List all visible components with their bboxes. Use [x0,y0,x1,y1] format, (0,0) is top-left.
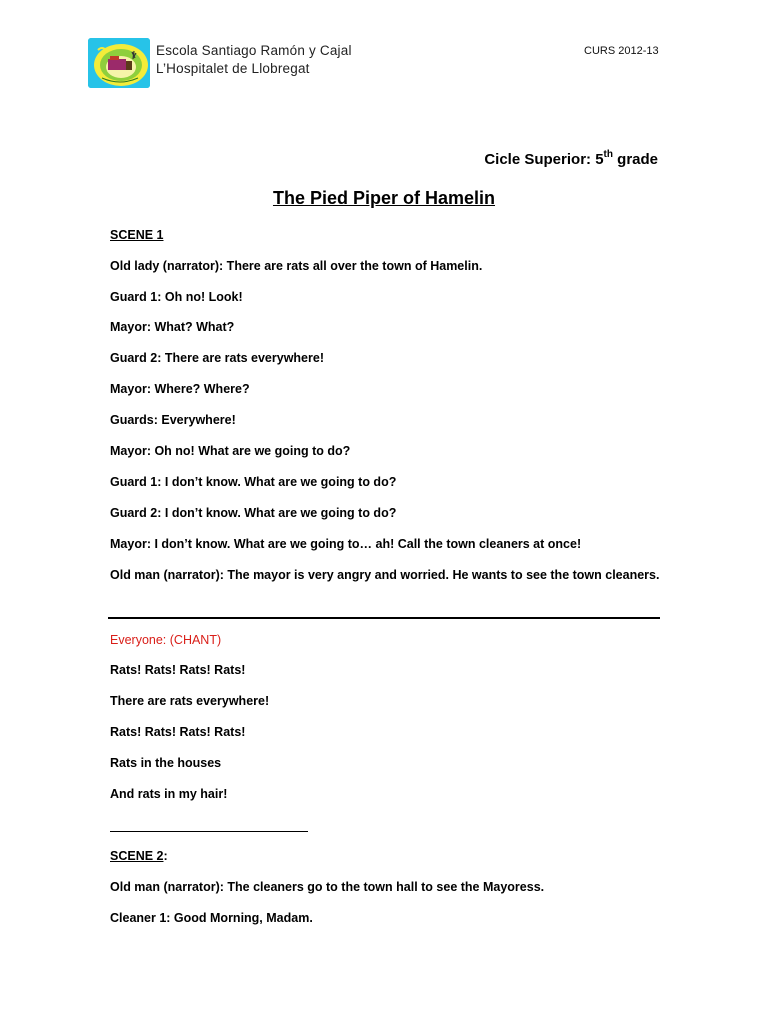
scene1-line: Guard 1: I don’t know. What are we going to do? [110,475,397,489]
chant-line: Rats! Rats! Rats! Rats! [110,725,246,739]
grade-suffix: grade [612,151,658,168]
scene1-line: Mayor: What? What? [110,320,235,334]
grade-sup: th [603,149,613,160]
school-name [156,42,352,78]
scene1-line: Guards: Everywhere! [110,413,236,427]
scene1-line: Old lady (narrator): There are rats all over the town of Hamelin. [110,259,483,273]
section-divider [108,617,660,619]
scene2-line: Cleaner 1: Good Morning, Madam. [110,911,313,925]
scene1-line: Old man (narrator): The mayor is very angry and worried. He wants to see the town cleaners. [110,568,660,582]
school-name-line2: L’Hospitalet de Llobregat [156,61,310,76]
scene2-heading-colon: : [163,849,168,863]
scene1-line: Guard 2: There are rats everywhere! [110,351,324,365]
grade-heading [484,151,658,168]
scene2-heading-text: SCENE 2 [110,849,164,863]
scene1-heading: SCENE 1 [110,228,164,242]
chant-line: Rats in the houses [110,756,222,770]
scene1-line: Mayor: Oh no! What are we going to do? [110,444,351,458]
scene1-line: Mayor: Where? Where? [110,382,250,396]
scene2-heading [110,848,168,864]
scene1-line: Guard 2: I don’t know. What are we going to do? [110,506,397,520]
school-name-line1: Escola Santiago Ramón y Cajal [156,43,352,58]
scene1-line: Guard 1: Oh no! Look! [110,290,243,304]
scene1-line: Mayor: I don’t know. What are we going to… ah! Call the town cleaners at once! [110,537,582,551]
chant-line: Rats! Rats! Rats! Rats! [110,663,246,677]
grade-prefix: Cicle Superior: 5 [484,151,604,168]
page-title: The Pied Piper of Hamelin [272,188,496,208]
course-year: CURS 2012-13 [584,45,659,57]
chant-line: And rats in my hair! [110,787,228,801]
short-divider [110,831,308,832]
scene2-line: Old man (narrator): The cleaners go to the town hall to see the Mayoress. [110,880,545,894]
school-logo [88,38,150,88]
chant-heading: Everyone: (CHANT) [110,633,222,647]
school-logo-icon [88,38,150,88]
chant-line: There are rats everywhere! [110,694,270,708]
